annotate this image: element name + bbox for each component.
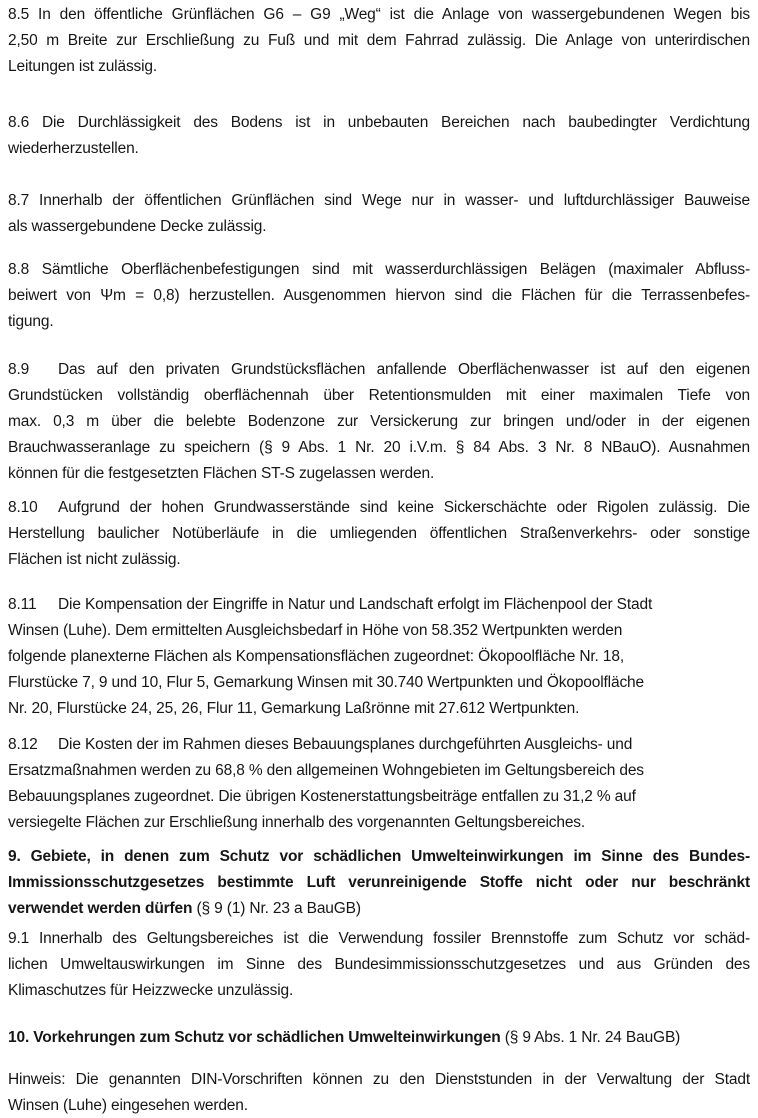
paragraph-hinweis [8, 1067, 750, 1118]
paragraph-number: 8.10 [8, 499, 38, 516]
section-heading-9 [8, 844, 750, 922]
text-line: max. 0,3 m über die belebte Bodenzone zur Versickerung zur bringen und/oder in der eigenen [8, 413, 750, 430]
text-line [8, 495, 750, 521]
heading-bold-text: verwendet werden dürfen [8, 900, 193, 917]
text-line: Winsen (Luhe) eingesehen werden. [8, 1097, 248, 1114]
text-line: tigung. [8, 313, 54, 330]
text-line: wiederherzustellen. [8, 140, 139, 157]
text-line: Flächen ist nicht zulässig. [8, 551, 181, 568]
text-line: 8.6 Die Durchlässigkeit des Bodens ist in unbebauten Bereichen nach baubedingter Verdichtung [8, 114, 750, 131]
text-line: können für die festgesetzten Flächen ST-S zugelassen werden. [8, 465, 435, 482]
text-line: Brauchwasseranlage zu speichern (§ 9 Abs. 1 Nr. 20 i.V.m. § 84 Abs. 3 Nr. 8 NBauO). Ausnahmen [8, 439, 750, 456]
text-line: Grundstücken vollständig oberflächennah über Retentionsmulden mit einer maximalen Tiefe von [8, 387, 750, 404]
paragraph-8-5 [8, 2, 750, 80]
paragraph-number: 8.9 [8, 361, 30, 378]
text-line: Klimaschutzes für Heizzwecke unzulässig. [8, 982, 294, 999]
text-line [8, 592, 750, 618]
text-line: Herstellung baulicher Notüberläufe in die umliegenden öffentlichen Straßenverkehrs- oder sonstige [8, 525, 750, 542]
text-line: 8.5 In den öffentliche Grünflächen G6 – G9 „Weg“ ist die Anlage von wassergebundenen Wegen bis [8, 6, 750, 23]
text-line: versiegelte Flächen zur Erschließung innerhalb des vorgenannten Geltungsbereiches. [8, 814, 586, 831]
text-line: 9.1 Innerhalb des Geltungsbereiches ist die Verwendung fossiler Brennstoffe zum Schutz vor schäd- [8, 930, 750, 947]
text-line: 8.7 Innerhalb der öffentlichen Grünflächen sind Wege nur in wasser- und luftdurchlässiger Bauweise [8, 192, 750, 209]
paragraph-8-9 [8, 357, 750, 487]
paragraph-number: 8.11 [8, 596, 37, 613]
text-line: Nr. 20, Flurstücke 24, 25, 26, Flur 11, Gemarkung Laßrönne mit 27.612 Wertpunkten. [8, 700, 580, 717]
text-line: folgende planexterne Flächen als Kompensationsflächen zugeordnet: Ökopoolfläche Nr. 18, [8, 648, 624, 665]
heading-line [8, 896, 750, 922]
paragraph-number: 8.12 [8, 736, 38, 753]
text-line: 2,50 m Breite zur Erschließung zu Fuß und mit dem Fahrrad zulässig. Die Anlage von unterirdischen [8, 32, 750, 49]
paragraph-8-12 [8, 732, 750, 836]
text-span: Aufgrund der hohen Grundwasserstände sind keine Sickerschächte oder Rigolen zulässig. Die [58, 499, 750, 516]
text-line: Leitungen ist zulässig. [8, 58, 158, 75]
text-line: Ersatzmaßnahmen werden zu 68,8 % den allgemeinen Wohngebieten im Geltungsbereich des [8, 762, 644, 779]
text-line [8, 357, 750, 383]
text-span: Das auf den privaten Grundstücksflächen anfallende Oberflächenwasser ist auf den eigenen [58, 361, 750, 378]
paragraph-8-6 [8, 110, 750, 162]
heading-line: 9. Gebiete, in denen zum Schutz vor schädlichen Umwelteinwirkungen im Sinne des Bundes- [8, 848, 750, 865]
paragraph-8-11 [8, 592, 750, 722]
text-line: Hinweis: Die genannten DIN-Vorschriften können zu den Dienststunden in der Verwaltung der Stadt [8, 1071, 750, 1088]
text-line: 8.8 Sämtliche Oberflächenbefestigungen sind mit wasserdurchlässigen Belägen (maximaler Abfluss- [8, 261, 750, 278]
text-span: Die Kosten der im Rahmen dieses Bebauungsplanes durchgeführten Ausgleichs- und [58, 736, 633, 753]
paragraph-8-8 [8, 257, 750, 335]
section-heading-10 [8, 1025, 750, 1051]
heading-bold-text: 10. Vorkehrungen zum Schutz vor schädlichen Umwelteinwirkungen [8, 1029, 501, 1046]
text-line: beiwert von Ψm = 0,8) herzustellen. Ausgenommen hiervon sind die Flächen für die Terrassenbefes- [8, 287, 750, 304]
paragraph-9-1 [8, 926, 750, 1004]
text-span: Die Kompensation der Eingriffe in Natur und Landschaft erfolgt im Flächenpool der Stadt [58, 596, 653, 613]
heading-legal-reference: (§ 9 Abs. 1 Nr. 24 BauGB) [500, 1029, 681, 1046]
text-line: Bebauungsplanes zugeordnet. Die übrigen Kostenerstattungsbeiträge entfallen zu 31,2 % auf [8, 788, 636, 805]
heading-line [8, 1025, 750, 1051]
text-line: als wassergebundene Decke zulässig. [8, 218, 267, 235]
text-line: lichen Umweltauswirkungen im Sinne des Bundesimmissionsschutzgesetzes und aus Gründen des [8, 956, 750, 973]
paragraph-8-7 [8, 188, 750, 240]
paragraph-8-10 [8, 495, 750, 573]
text-line [8, 732, 750, 758]
heading-line: Immissionsschutzgesetzes bestimmte Luft verunreinigende Stoffe nicht oder nur beschränkt [8, 874, 750, 891]
text-line: Flurstücke 7, 9 und 10, Flur 5, Gemarkung Winsen mit 30.740 Wertpunkten und Ökopoolfläche [8, 674, 644, 691]
text-line: Winsen (Luhe). Dem ermittelten Ausgleichsbedarf in Höhe von 58.352 Wertpunkten werden [8, 622, 623, 639]
heading-legal-reference: (§ 9 (1) Nr. 23 a BauGB) [192, 900, 361, 917]
